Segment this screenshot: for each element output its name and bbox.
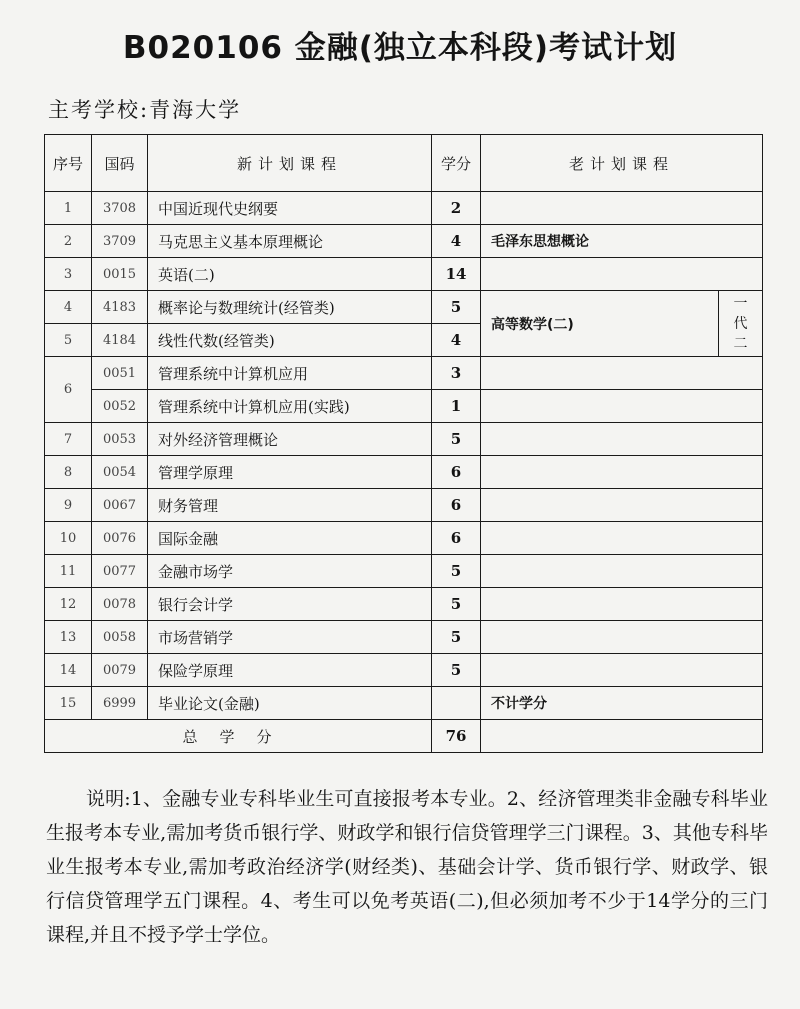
row-seq: 5: [45, 324, 92, 357]
table-row: [45, 390, 763, 423]
row-course: 管理系统中计算机应用(实践): [148, 390, 432, 423]
row-credit: 5: [432, 654, 481, 687]
header-code: 国码: [92, 135, 148, 192]
row-old-course: [481, 621, 763, 654]
row-code: 0054: [92, 456, 148, 489]
table-row: [45, 225, 763, 258]
row-code: 3709: [92, 225, 148, 258]
header-credit: 学分: [432, 135, 481, 192]
row-credit: 2: [432, 192, 481, 225]
row-old-course: [481, 258, 763, 291]
row-seq: 7: [45, 423, 92, 456]
row-course: 金融市场学: [148, 555, 432, 588]
row-seq: 3: [45, 258, 92, 291]
exam-plan-table: [44, 134, 763, 753]
row-seq: 10: [45, 522, 92, 555]
row-course: 财务管理: [148, 489, 432, 522]
school-label: 主考学校:青海大学: [48, 98, 242, 122]
row-old-course: [481, 390, 763, 423]
table-row: [45, 621, 763, 654]
row-code: 0051: [92, 357, 148, 390]
table-row: [45, 687, 763, 720]
row-seq: 14: [45, 654, 92, 687]
row-seq: 13: [45, 621, 92, 654]
row-old-course: [481, 555, 763, 588]
header-new-course: 新计划课程: [148, 135, 432, 192]
row-old-course: [481, 192, 763, 225]
row-code: 0079: [92, 654, 148, 687]
row-old-course: [481, 357, 763, 390]
row-course: 英语(二): [148, 258, 432, 291]
row-old-course: [481, 456, 763, 489]
row-seq: 1: [45, 192, 92, 225]
table-row: [45, 522, 763, 555]
row-course: 市场营销学: [148, 621, 432, 654]
total-label: 总学分: [45, 720, 432, 753]
row-credit: [432, 687, 481, 720]
row-code: 6999: [92, 687, 148, 720]
row-seq: 2: [45, 225, 92, 258]
row-credit: 5: [432, 291, 481, 324]
row-code: 3708: [92, 192, 148, 225]
row-code: 4184: [92, 324, 148, 357]
row-credit: 5: [432, 423, 481, 456]
total-row: [45, 720, 763, 753]
total-credit: 76: [432, 720, 481, 753]
table-row: [45, 555, 763, 588]
row-code: 0067: [92, 489, 148, 522]
row-code: 0058: [92, 621, 148, 654]
page-title: B020106 金融(独立本科段)考试计划: [122, 30, 678, 66]
row-code: 0053: [92, 423, 148, 456]
row-old-course: [481, 423, 763, 456]
old-course-side-note: 一 代 二: [719, 291, 763, 357]
table-row: [45, 489, 763, 522]
row-code: 0078: [92, 588, 148, 621]
row-credit: 6: [432, 489, 481, 522]
row-code: 0077: [92, 555, 148, 588]
row-course: 银行会计学: [148, 588, 432, 621]
row-credit: 4: [432, 324, 481, 357]
table-header-row: [45, 135, 763, 192]
row-credit: 5: [432, 555, 481, 588]
row-course: 对外经济管理概论: [148, 423, 432, 456]
row-credit: 3: [432, 357, 481, 390]
table-row: [45, 258, 763, 291]
table-row: [45, 654, 763, 687]
row-course: 概率论与数理统计(经管类): [148, 291, 432, 324]
row-old-course: 高等数学(二): [481, 291, 719, 357]
row-seq: 11: [45, 555, 92, 588]
row-old-course: [481, 489, 763, 522]
row-credit: 14: [432, 258, 481, 291]
row-seq: 15: [45, 687, 92, 720]
table-row: [45, 291, 763, 324]
row-code: 0015: [92, 258, 148, 291]
total-old-course: [481, 720, 763, 753]
table-row: [45, 588, 763, 621]
row-old-course: [481, 522, 763, 555]
row-course: 国际金融: [148, 522, 432, 555]
row-old-course: 毛泽东思想概论: [481, 225, 763, 258]
row-seq: 9: [45, 489, 92, 522]
row-course: 保险学原理: [148, 654, 432, 687]
row-seq: 6: [45, 357, 92, 423]
row-course: 管理系统中计算机应用: [148, 357, 432, 390]
row-old-course: 不计学分: [481, 687, 763, 720]
row-seq: 12: [45, 588, 92, 621]
header-old-course: 老计划课程: [481, 135, 763, 192]
row-credit: 5: [432, 621, 481, 654]
row-course: 毕业论文(金融): [148, 687, 432, 720]
row-course: 线性代数(经管类): [148, 324, 432, 357]
row-credit: 5: [432, 588, 481, 621]
row-course: 中国近现代史纲要: [148, 192, 432, 225]
row-code: 0052: [92, 390, 148, 423]
header-seq: 序号: [45, 135, 92, 192]
table-row: [45, 192, 763, 225]
row-code: 0076: [92, 522, 148, 555]
row-course: 管理学原理: [148, 456, 432, 489]
table-row: [45, 456, 763, 489]
row-old-course: [481, 654, 763, 687]
table-row: [45, 357, 763, 390]
explanation-note: 说明:1、金融专业专科毕业生可直接报考本专业。2、经济管理类非金融专科毕业生报考本专业,需加考货币银行学、财政学和银行信贷管理学三门课程。3、其他专科毕业生报考本专业,需加考政治经济学(财经类)、基础会计学、货币银行学、财政学、银行信贷管理学五门课程。4、考生可以免考英语(二),但必须加考不少于14学分的三门课程,并且不授予学士学位。: [46, 788, 768, 946]
row-credit: 4: [432, 225, 481, 258]
table-row: [45, 423, 763, 456]
row-seq: 4: [45, 291, 92, 324]
row-credit: 1: [432, 390, 481, 423]
row-code: 4183: [92, 291, 148, 324]
row-course: 马克思主义基本原理概论: [148, 225, 432, 258]
row-credit: 6: [432, 456, 481, 489]
row-seq: 8: [45, 456, 92, 489]
row-old-course: [481, 588, 763, 621]
row-credit: 6: [432, 522, 481, 555]
